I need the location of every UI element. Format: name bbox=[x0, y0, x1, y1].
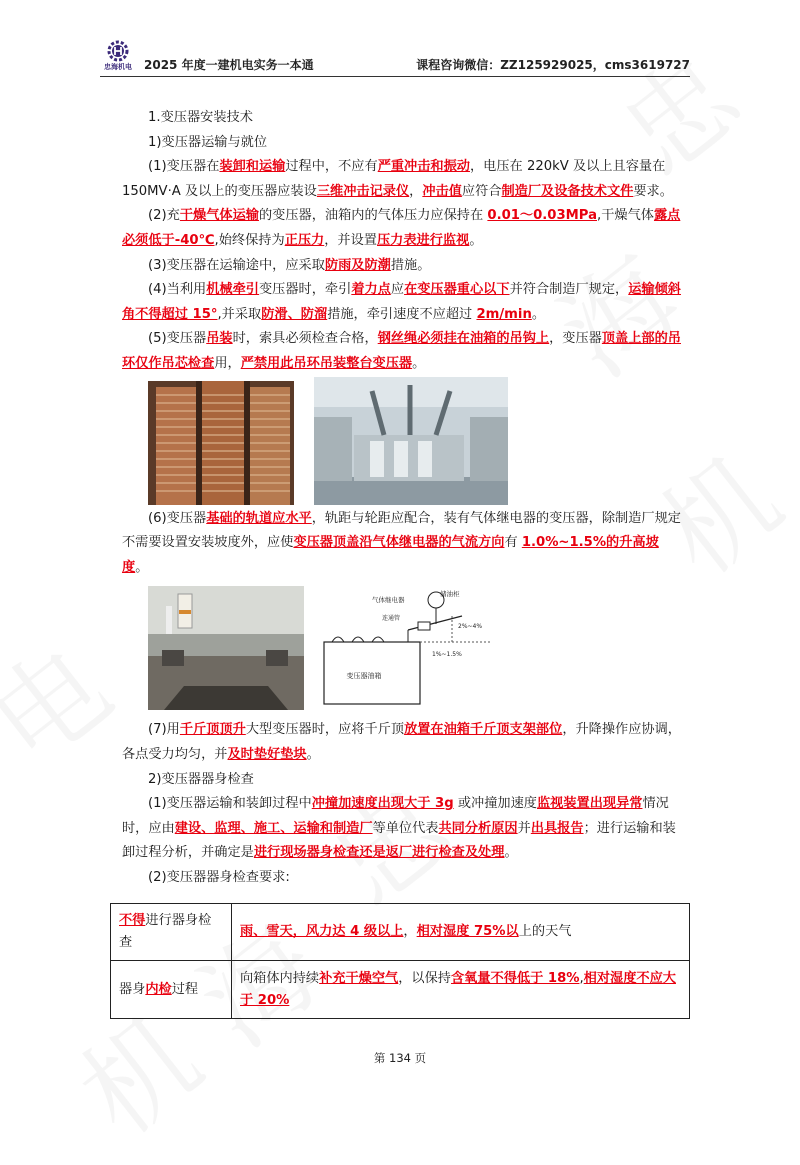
text-run: 有 bbox=[504, 535, 522, 551]
paragraph bbox=[122, 204, 682, 253]
highlighted-text: 建设、监理、施工、运输和制造厂 bbox=[174, 820, 373, 836]
text-run: ,干燥气体 bbox=[597, 208, 654, 224]
text-run: (7)用 bbox=[148, 722, 180, 738]
highlighted-text: 冲撞加速度出现大于 3g bbox=[311, 796, 454, 812]
text-run: 时，索具必须检查合格， bbox=[232, 331, 378, 347]
highlighted-text: 严禁用此吊环吊装整台变压器 bbox=[240, 355, 413, 371]
highlighted-text: 制造厂及设备技术文件 bbox=[501, 183, 634, 199]
text-run: 等单位代表 bbox=[372, 820, 439, 836]
book-title: 2025 年度一建机电实务一本通 bbox=[144, 58, 314, 72]
text-run: (5)变压器 bbox=[148, 331, 207, 347]
text-run: 或冲撞加速度 bbox=[453, 796, 537, 812]
transformer-rail-photo bbox=[148, 586, 304, 710]
highlighted-text: 相对湿度不应大于 20% bbox=[240, 970, 676, 1008]
text-run: 情况时，应由 bbox=[122, 796, 669, 836]
highlighted-text: 防滑、防溜 bbox=[261, 306, 328, 322]
highlighted-text: 0.01～0.03MPa bbox=[487, 208, 597, 224]
highlighted-text: 1.0%~1.5%的升高坡度 bbox=[122, 535, 659, 575]
text-run: 进行器身检查 bbox=[119, 913, 212, 950]
paragraph bbox=[122, 507, 682, 581]
subsection-heading: 1)变压器运输与就位 bbox=[148, 134, 268, 150]
page-number: 第 134 页 bbox=[373, 1051, 427, 1065]
table-cell bbox=[111, 904, 232, 961]
conservator-label: 储油柜 bbox=[440, 590, 460, 599]
text-run: 并 bbox=[517, 820, 531, 836]
text-run: (6)变压器 bbox=[148, 510, 207, 526]
table-cell bbox=[232, 961, 690, 1019]
table-row bbox=[111, 961, 690, 1019]
text-run: ；进行运输和装卸过程分析，并确定是 bbox=[122, 820, 676, 861]
transformer-substation-photo bbox=[314, 377, 508, 505]
highlighted-text: 不得 bbox=[119, 913, 146, 928]
highlighted-text: 钢丝绳必须挂在油箱的吊钩上 bbox=[377, 331, 550, 347]
subsection-heading: 2)变压器器身检查 bbox=[148, 771, 254, 787]
text-run: 向箱体内持续 bbox=[240, 970, 320, 986]
text-run: ，轨距与轮距应配合，装有气体继电器的变压器，除制造厂规定不需要设置安装坡度外，应使 bbox=[122, 510, 681, 551]
text-run: ，并设置 bbox=[324, 232, 377, 248]
paragraph: (2)变压器器身检查要求: bbox=[148, 869, 290, 885]
section-heading: 1.变压器安装技术 bbox=[148, 110, 253, 125]
highlighted-text: 出具报告 bbox=[530, 820, 584, 836]
slope-label-bottom: 1%~1.5% bbox=[432, 651, 462, 659]
highlighted-text: 防雨及防潮 bbox=[324, 257, 391, 273]
paragraph bbox=[122, 327, 682, 376]
table-cell bbox=[111, 961, 232, 1019]
highlighted-text: 千斤顶顶升 bbox=[179, 722, 246, 738]
text-run: , bbox=[579, 970, 584, 986]
text-run: 过程中，不应有 bbox=[285, 159, 378, 175]
text-run: 变压器时，牵引 bbox=[259, 282, 352, 298]
text-run: ,始终保持为 bbox=[214, 232, 285, 248]
text-run: ，变压器 bbox=[549, 331, 602, 347]
highlighted-text: 正压力 bbox=[284, 232, 325, 248]
text-run: 用， bbox=[214, 355, 241, 371]
photo-row bbox=[122, 377, 682, 507]
text-run: 。 bbox=[135, 559, 149, 575]
highlighted-text: 放置在油箱千斤顶支架部位 bbox=[404, 722, 563, 738]
highlighted-text: 变压器顶盖沿气体继电器的气流方向 bbox=[293, 535, 505, 551]
table-row bbox=[111, 904, 690, 961]
highlighted-text: 着力点 bbox=[351, 282, 391, 298]
pipe-label: 连通管 bbox=[382, 615, 401, 623]
paragraph bbox=[122, 155, 682, 204]
highlighted-text: 三维冲击记录仪 bbox=[316, 183, 410, 199]
text-run: 器身 bbox=[119, 981, 146, 997]
highlighted-text: 雨、雪天，风力达 4 级以上 bbox=[240, 924, 404, 939]
slope-label-top: 2%~4% bbox=[458, 623, 483, 631]
highlighted-text: 相对湿度 75%以 bbox=[416, 924, 519, 939]
highlighted-text: 在变压器重心以下 bbox=[404, 282, 510, 298]
contact-info: 课程咨询微信：ZZ125929025，cms3619727 bbox=[416, 58, 690, 72]
text-run: (2)充 bbox=[148, 208, 180, 224]
text-run: 。 bbox=[504, 845, 518, 861]
highlighted-text: 干燥气体运输 bbox=[179, 208, 259, 224]
text-run: ， bbox=[403, 924, 417, 939]
highlighted-text: 共同分析原因 bbox=[438, 820, 518, 836]
text-run: 过程 bbox=[171, 981, 199, 997]
text-run: 要求。 bbox=[633, 183, 673, 199]
paragraph bbox=[122, 792, 682, 866]
highlighted-text: 监视装置出现异常 bbox=[536, 796, 643, 812]
tank-label: 变压器油箱 bbox=[346, 672, 382, 681]
page-header bbox=[100, 40, 690, 77]
highlighted-text: 进行现场器身检查还是返厂进行检查及处理 bbox=[253, 845, 505, 861]
highlighted-text: 严重冲击和振动 bbox=[377, 159, 470, 175]
highlighted-text: 冲击值 bbox=[422, 183, 462, 199]
watermark-char bbox=[0, 603, 137, 795]
text-run: ，电压在 220kV 及以上且容量在 150MV·A 及以上的变压器应装设 bbox=[122, 159, 666, 199]
highlighted-text: 含氧量不得低于 18% bbox=[451, 970, 580, 986]
relay-label: 气体继电器 bbox=[372, 596, 405, 605]
text-run: 的变压器，油箱内的气体压力应保持在 bbox=[259, 208, 488, 224]
logo bbox=[100, 40, 136, 74]
text-run: 并符合制造厂规定， bbox=[509, 282, 629, 298]
highlighted-text: 吊装 bbox=[206, 331, 233, 347]
highlighted-text: 装卸和运输 bbox=[219, 159, 286, 175]
text-run: 应符合 bbox=[461, 183, 502, 199]
text-run: 上的天气 bbox=[518, 924, 572, 939]
transformer-coil-photo bbox=[148, 381, 294, 505]
highlighted-text: 补充干燥空气 bbox=[319, 970, 399, 986]
table-cell bbox=[232, 904, 690, 961]
text-run: ， bbox=[409, 183, 423, 199]
figure-row bbox=[122, 586, 682, 710]
text-run: ,并采取 bbox=[217, 306, 262, 322]
paragraph bbox=[122, 278, 682, 327]
highlighted-text: 基础的轨道应水平 bbox=[206, 510, 312, 526]
highlighted-text: 机械牵引 bbox=[206, 282, 259, 298]
text-run: ，以保持 bbox=[398, 970, 451, 986]
text-run: (3)变压器在运输途中，应采取 bbox=[148, 257, 325, 273]
relay-box-shape bbox=[418, 622, 430, 630]
highlighted-text: 2m/min bbox=[476, 306, 532, 322]
paragraph bbox=[122, 254, 682, 279]
text-run: 。 bbox=[412, 355, 426, 371]
paragraph bbox=[122, 718, 682, 767]
text-run: (1)变压器运输和装卸过程中 bbox=[148, 796, 312, 812]
highlighted-text: 露点必须低于-40℃ bbox=[122, 208, 681, 248]
text-run: 应 bbox=[390, 282, 405, 298]
text-run: 大型变压器时，应将千斤顶 bbox=[245, 722, 405, 738]
text-run: 。 bbox=[469, 232, 483, 248]
inspection-requirements-table bbox=[110, 903, 690, 1019]
highlighted-text: 运输倾斜角不得超过 15° bbox=[122, 282, 681, 322]
highlighted-text: 及时垫好垫块 bbox=[227, 746, 307, 762]
text-run: (4)当利用 bbox=[148, 282, 207, 298]
gear-logo-icon bbox=[106, 40, 130, 62]
text-run: (1)变压器在 bbox=[148, 159, 220, 175]
text-run: 措施。 bbox=[390, 257, 431, 273]
text-run: 。 bbox=[531, 306, 546, 322]
highlighted-text: 压力表进行监视 bbox=[377, 232, 470, 248]
logo-text: 忠海机电 bbox=[104, 63, 132, 71]
highlighted-text: 顶盖上部的吊环仅作吊芯检查 bbox=[122, 331, 681, 371]
gas-relay-slope-diagram bbox=[312, 586, 492, 710]
document-body bbox=[122, 106, 682, 890]
highlighted-text: 内检 bbox=[145, 981, 172, 997]
text-run: 措施，牵引速度不应超过 bbox=[327, 306, 477, 322]
text-run: ，升降操作应协调，各点受力均匀，并 bbox=[122, 722, 681, 762]
text-run: 。 bbox=[306, 746, 320, 762]
